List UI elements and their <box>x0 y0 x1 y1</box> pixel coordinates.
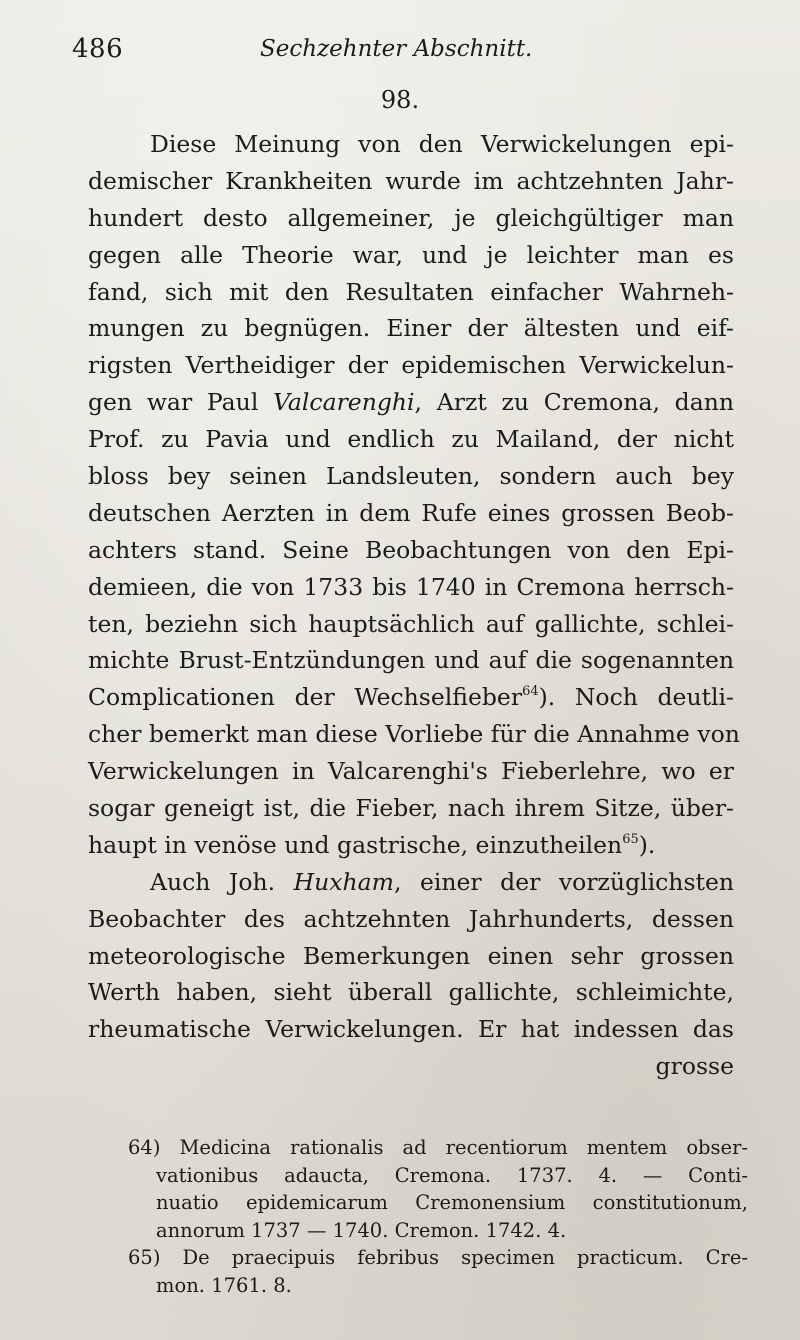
text-line: mungen zu begnügen. Einer der ältesten und eif- <box>88 314 734 343</box>
author-name-italic: Huxham <box>293 867 394 896</box>
footnote-line: mon. 1761. 8. <box>156 1273 292 1297</box>
text-line: bloss bey seinen Landsleuten, sondern auch bey <box>88 462 734 491</box>
author-name-italic: Valcarenghi <box>273 388 415 417</box>
text-line: gegen alle Theorie war, und je leichter man es <box>88 240 734 269</box>
footnote-line: vationibus adaucta, Cremona. 1737. 4. — Conti- <box>156 1163 748 1187</box>
text-line: Prof. zu Pavia und endlich zu Mailand, der nicht <box>88 425 734 454</box>
text-line: demischer Krankheiten wurde im achtzehnten Jahr- <box>88 166 734 195</box>
footnote-line: nuatio epidemicarum Cremonensium constitutionum, <box>156 1191 748 1214</box>
text-line: fand, sich mit den Resultaten einfacher Wahrneh- <box>88 277 734 306</box>
text-line: Werth haben, sieht überall gallichte, schleimichte, <box>88 978 734 1007</box>
text-line: achters stand. Seine Beobachtungen von den Epi- <box>88 535 734 564</box>
running-head: Sechzehnter Abschnitt. <box>260 36 533 62</box>
text-line: hundert desto allgemeiner, je gleichgültiger man <box>88 203 734 232</box>
text-line: haupt in venöse und gastrische, einzutheilen$^{65}$). <box>88 830 656 859</box>
body-text <box>88 126 740 1085</box>
footnote-line: 65) De praecipuis febribus specimen practicum. Cre- <box>128 1246 748 1269</box>
text-line: rigsten Vertheidiger der epidemischen Verwickelun- <box>88 351 734 380</box>
page-number: 486 <box>72 34 124 64</box>
text-line: sogar geneigt ist, die Fieber, nach ihrem Sitze, über- <box>88 794 734 823</box>
text-line: cher bemerkt man diese Vorliebe für die Annahme von <box>88 720 740 749</box>
section-number: 98. <box>380 86 420 114</box>
text-line: Auch Joh. Huxham, einer der vorzüglichsten <box>150 867 734 896</box>
footnotes <box>128 1134 748 1299</box>
text-line: rheumatische Verwickelungen. Er hat indessen das <box>88 1015 734 1044</box>
text-line: michte Brust-Entzündungen und auf die sogenannten <box>88 646 734 675</box>
text-line: deutschen Aerzten in dem Rufe eines grossen Beob- <box>88 498 734 527</box>
text-line: ten, beziehn sich hauptsächlich auf gallichte, schlei- <box>88 609 734 638</box>
text-line: Complicationen der Wechselfieber$^{64}$). Noch deutli- <box>88 683 734 712</box>
footnote-ref: 64 <box>522 684 539 700</box>
footnote-line: annorum 1737 — 1740. Cremon. 1742. 4. <box>156 1218 567 1242</box>
text-line: Diese Meinung von den Verwickelungen epi- <box>150 130 734 158</box>
text-line: Beobachter des achtzehnten Jahrhunderts, dessen <box>88 904 734 933</box>
text-line: demieen, die von 1733 bis 1740 in Cremona herrsch- <box>88 572 734 601</box>
catchword: grosse <box>655 1052 734 1081</box>
page-header <box>72 34 732 74</box>
footnote-ref: 65 <box>622 831 639 847</box>
footnote-line: 64) Medicina rationalis ad recentiorum mentem obser- <box>128 1136 748 1159</box>
text-line: meteorologische Bemerkungen einen sehr grossen <box>88 941 734 970</box>
text-line: Verwickelungen in Valcarenghi's Fieberlehre, wo er <box>88 757 734 786</box>
text-line: gen war Paul Valcarenghi, Arzt zu Cremona, dann <box>88 388 734 417</box>
